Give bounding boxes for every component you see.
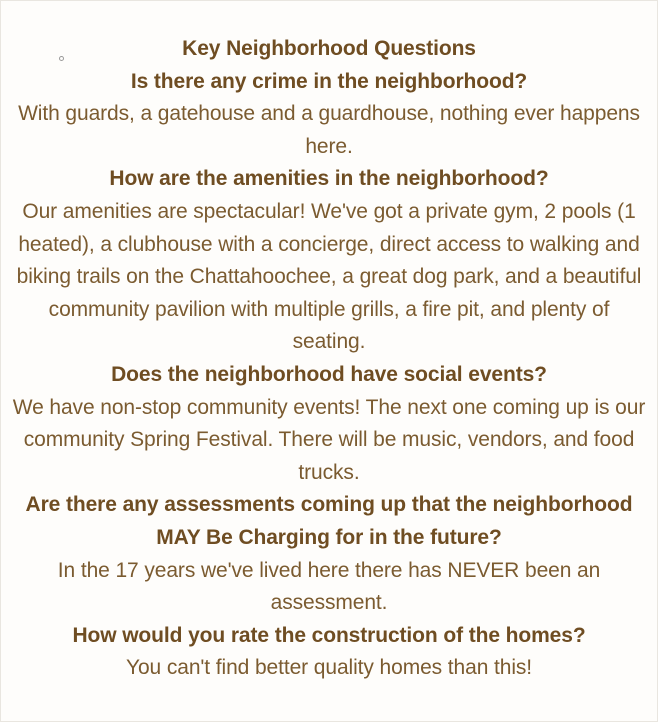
- question-social-events: Does the neighborhood have social events?: [111, 362, 547, 386]
- question-crime: Is there any crime in the neighborhood?: [130, 69, 528, 93]
- question-construction: How would you rate the construction of the homes?: [72, 623, 586, 647]
- answer-amenities: Our amenities are spectacular! We've got a private gym, 2 pools (1 heated), a clubhouse with a concierge, direct access to walking and biking trails on the Chattahoochee, a great dog park, and a beautiful community pavilion with multiple grills, a fire pit, and plenty of seating.: [16, 199, 642, 354]
- page-title: Key Neighborhood Questions: [182, 37, 476, 60]
- answer-social-events: We have non-stop community events! The next one coming up is our community Spring Festival. There will be music, vendors, and food trucks.: [12, 395, 646, 484]
- document-content: [11, 33, 647, 685]
- answer-assessments: In the 17 years we've lived here there has NEVER been an assessment.: [57, 558, 601, 615]
- question-assessments: Are there any assessments coming up that the neighborhood MAY Be Charging for in the future?: [25, 493, 633, 549]
- question-amenities: How are the amenities in the neighborhood?: [109, 167, 549, 191]
- answer-crime: With guards, a gatehouse and a guardhouse, nothing ever happens here.: [18, 102, 640, 158]
- answer-construction: You can't find better quality homes than this!: [125, 656, 533, 680]
